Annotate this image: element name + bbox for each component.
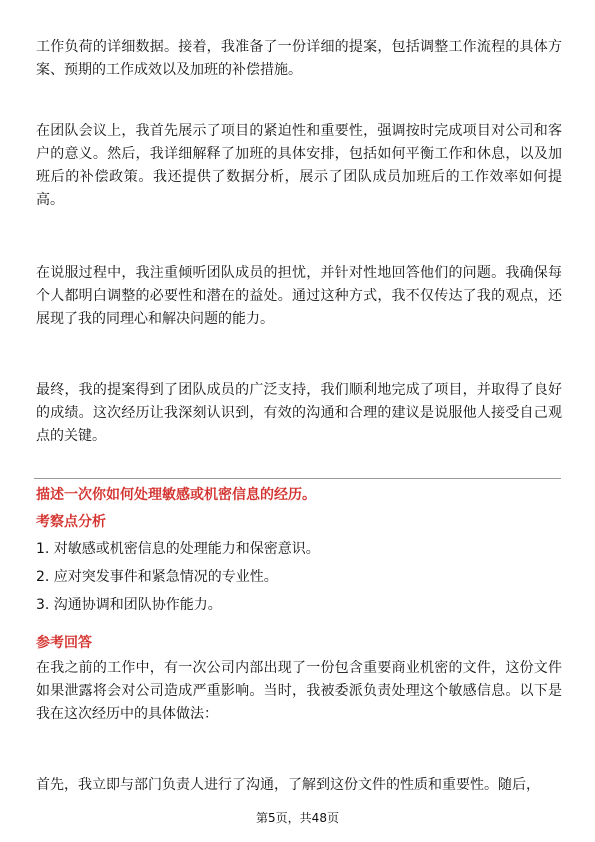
answer-heading: 参考回答 <box>36 635 92 651</box>
analysis-heading: 考察点分析 <box>36 514 106 530</box>
question-title: 描述一次你如何处理敏感或机密信息的经历。 <box>36 487 316 503</box>
answer-paragraph-2: 首先，我立即与部门负责人进行了沟通，了解到这份文件的性质和重要性。随后， <box>36 777 540 793</box>
analysis-point-3: 3. 沟通协调和团队协作能力。 <box>36 597 222 613</box>
page-number-footer: 第5页，共48页 <box>256 811 339 825</box>
section-divider <box>34 478 561 479</box>
paragraph-outcome: 最终，我的提案得到了团队成员的广泛支持，我们顺利地完成了项目，并取得了良好的成绩。这次经历让我深刻认识到，有效的沟通和合理的建议是说服他人接受自己观点的关键。 <box>36 382 562 444</box>
paragraph-team-meeting: 在团队会议上，我首先展示了项目的紧迫性和重要性，强调按时完成项目对公司和客户的意义。然后，我详细解释了加班的具体安排，包括如何平衡工作和休息，以及加班后的补偿政策。我还提供了数据分析，展示了团队成员加班后的工作效率如何提高。 <box>36 123 562 208</box>
analysis-point-1: 1. 对敏感或机密信息的处理能力和保密意识。 <box>36 541 320 557</box>
analysis-point-2: 2. 应对突发事件和紧急情况的专业性。 <box>36 569 278 585</box>
continued-paragraph: 工作负荷的详细数据。接着，我准备了一份详细的提案，包括调整工作流程的具体方案、预期的工作成效以及加班的补偿措施。 <box>36 39 562 78</box>
answer-paragraph-1: 在我之前的工作中，有一次公司内部出现了一份包含重要商业机密的文件，这份文件如果泄露将会对公司造成严重影响。当时，我被委派负责处理这个敏感信息。以下是我在这次经历中的具体做法： <box>36 660 562 722</box>
paragraph-persuasion: 在说服过程中，我注重倾听团队成员的担忧，并针对性地回答他们的问题。我确保每个人都明白调整的必要性和潜在的益处。通过这种方式，我不仅传达了我的观点，还展现了我的同理心和解决问题的能力。 <box>36 265 562 327</box>
